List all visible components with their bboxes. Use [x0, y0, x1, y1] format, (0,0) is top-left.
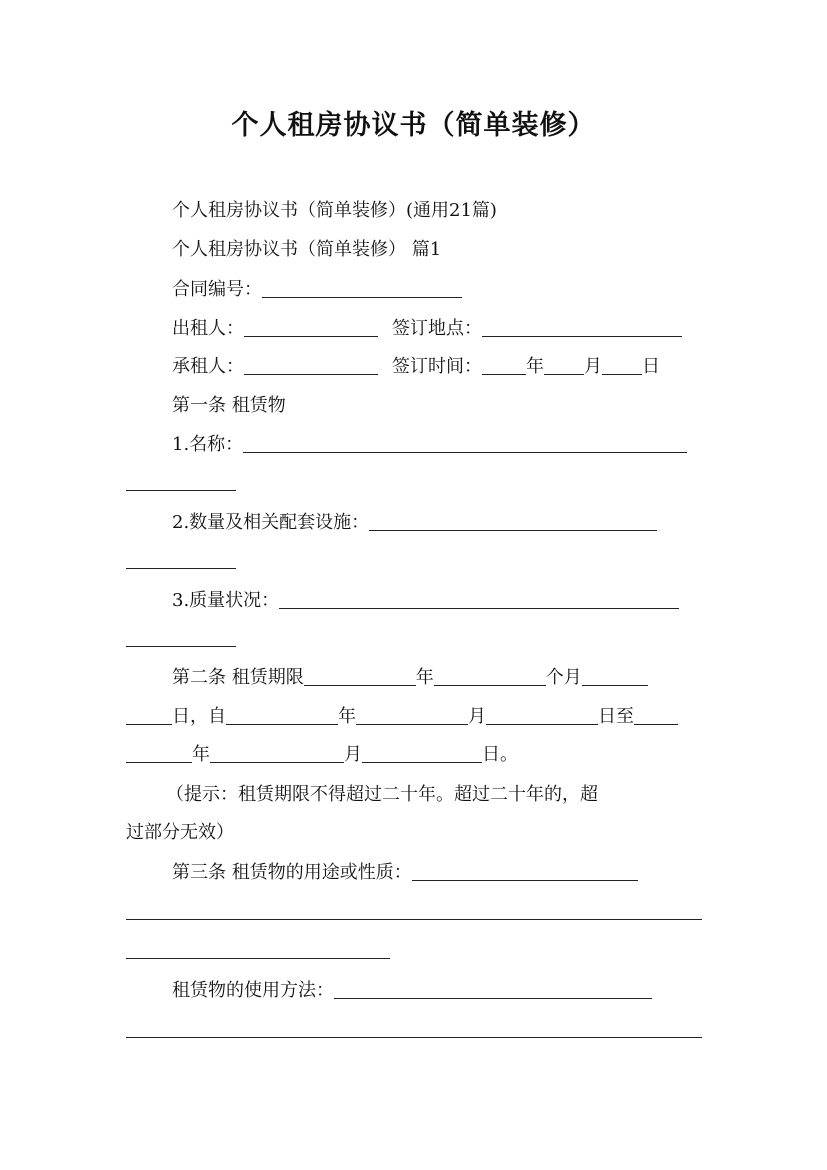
item-quality-blank	[279, 590, 679, 609]
general-subtitle: 个人租房协议书（简单装修）(通用21篇)	[172, 200, 497, 221]
usage-nature-continuation2	[126, 938, 390, 964]
item-quantity-line	[172, 510, 657, 536]
sign-month-label: 月	[584, 356, 602, 377]
from-label: 日，自	[172, 706, 226, 727]
usage-method-line	[172, 978, 652, 1004]
sign-month-blank	[544, 356, 584, 375]
usage-nature-blank-cont1	[126, 901, 702, 920]
end-day-blank	[362, 744, 482, 763]
contract-number-blank	[262, 279, 462, 298]
usage-method-label: 租赁物的使用方法：	[172, 980, 334, 1001]
end-month-label: 月	[344, 744, 362, 765]
document-title: 个人租房协议书（简单装修）	[231, 110, 596, 141]
item-quality-line	[172, 588, 679, 614]
usage-method-blank-cont	[126, 1019, 702, 1038]
sign-place-blank	[482, 318, 682, 337]
item-name-label: 1.名称：	[172, 434, 244, 455]
lessor-blank	[244, 318, 378, 337]
article1-title: 第一条 租赁物	[172, 395, 286, 416]
term-days-blank-cont	[126, 706, 172, 725]
item-quantity-label: 2.数量及相关配套设施：	[172, 512, 370, 533]
contract-number-label: 合同编号：	[172, 279, 262, 300]
term-year-label: 年	[415, 667, 434, 688]
start-month-label: 月	[468, 706, 486, 727]
article3-line	[172, 860, 638, 886]
term-months-label: 个月	[545, 667, 582, 688]
end-month-blank	[210, 744, 344, 763]
usage-method-continuation	[126, 1017, 702, 1043]
article3-label: 第三条 租赁物的用途或性质：	[172, 862, 412, 883]
usage-nature-blank-cont2	[126, 940, 390, 959]
article2-line3	[126, 742, 518, 768]
item-quality-blank-cont	[126, 628, 236, 647]
item-quantity-blank-cont	[126, 550, 236, 569]
start-year-blank	[226, 706, 338, 725]
sign-year-label: 年	[526, 356, 544, 377]
hint-line2: 过部分无效）	[126, 822, 234, 843]
sign-place-label: 签订地点：	[392, 318, 482, 339]
lessor-label: 出租人：	[172, 318, 244, 339]
article2-line1	[172, 665, 648, 691]
item-quality-continuation	[126, 626, 236, 652]
to-label: 日至	[598, 706, 634, 727]
item-name-line	[172, 432, 687, 458]
term-years-blank	[304, 667, 416, 686]
term-days-blank	[582, 667, 648, 686]
end-year-blank-cont	[126, 744, 192, 763]
end-year-label: 年	[192, 744, 210, 765]
lessee-label: 承租人：	[172, 356, 244, 377]
term-months-blank	[434, 667, 546, 686]
sign-year-blank	[482, 356, 526, 375]
article2-line2	[126, 704, 678, 730]
sign-time-label: 签订时间：	[392, 356, 482, 377]
item-quantity-continuation	[126, 548, 236, 574]
usage-nature-blank	[412, 862, 638, 881]
sign-day-blank	[602, 356, 642, 375]
hint-line1: （提示：租赁期限不得超过二十年。超过二十年的，超	[166, 784, 598, 805]
item-name-blank	[243, 434, 687, 453]
start-month-blank	[356, 706, 468, 725]
piece-subtitle: 个人租房协议书（简单装修） 篇1	[172, 239, 442, 260]
item-name-blank-cont	[126, 472, 236, 491]
lessor-line	[172, 316, 682, 342]
lessee-blank	[244, 356, 378, 375]
contract-number-line	[172, 277, 462, 303]
end-day-label: 日。	[482, 744, 518, 765]
article2-prefix: 第二条 租赁期限	[172, 667, 304, 688]
start-year-label: 年	[338, 706, 356, 727]
item-quantity-blank	[369, 512, 657, 531]
item-name-continuation	[126, 470, 236, 496]
usage-method-blank	[334, 980, 652, 999]
start-day-blank	[486, 706, 598, 725]
lessee-line	[172, 354, 660, 380]
sign-day-label: 日	[642, 356, 660, 377]
end-year-blank	[634, 706, 678, 725]
usage-nature-continuation1	[126, 899, 702, 925]
item-quality-label: 3.质量状况：	[172, 590, 280, 611]
